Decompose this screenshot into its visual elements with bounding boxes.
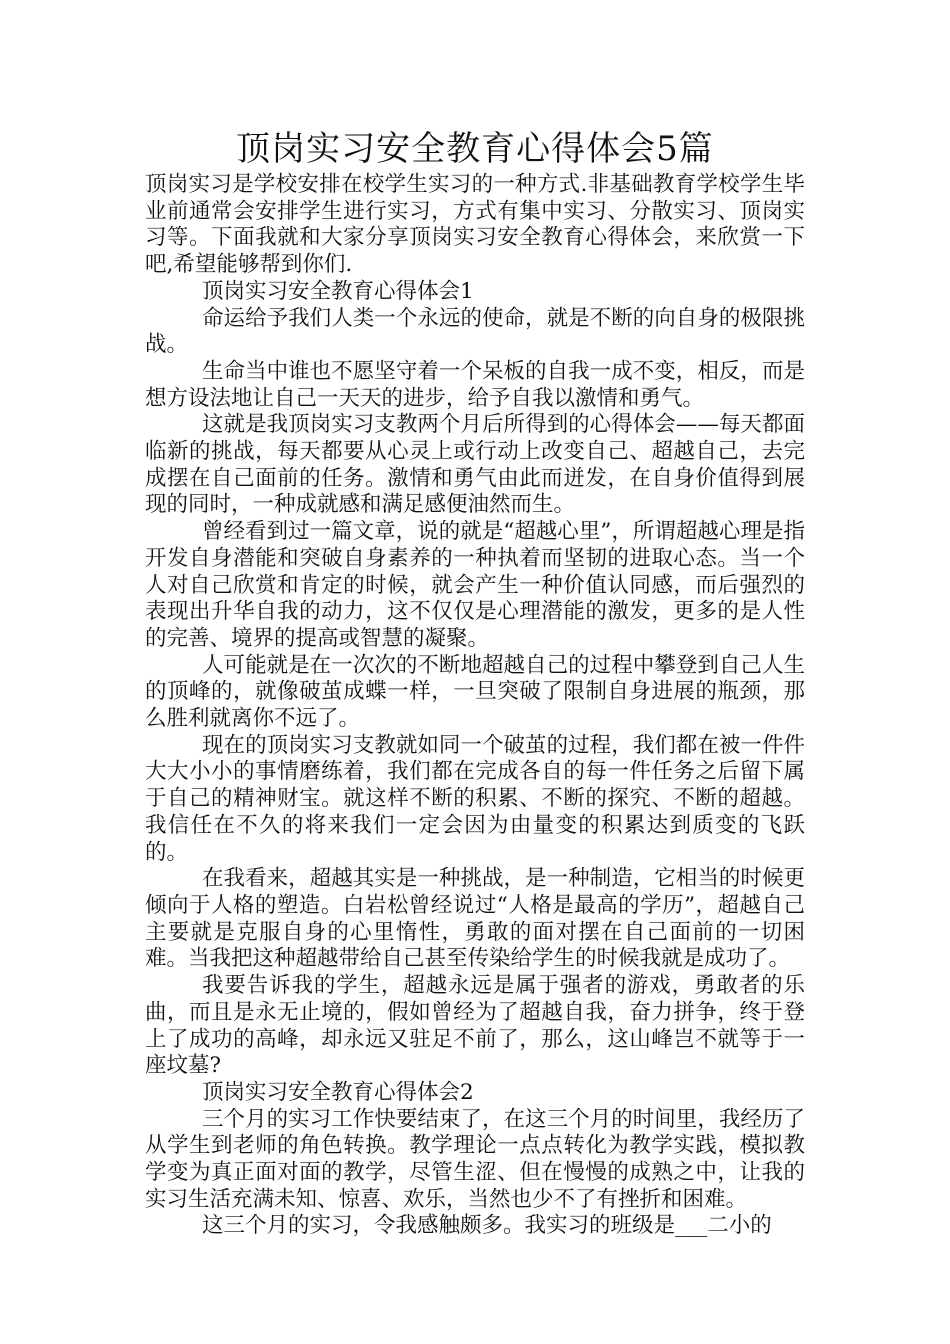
section-heading-2: 顶岗实习安全教育心得体会2 <box>202 1079 474 1105</box>
paragraph: 在我看来，超越其实是一种挑战，是一种制造，它相当的时候更倾向于人格的塑造。白岩松曾经说过“人格是最高的学历”，超越自己主要就是克服自身的心里惰性，勇敢的面对摆在自己面前的一切困难。当我把这种超越带给自己甚至传染给学生的时候我就是成功了。 <box>145 866 805 972</box>
section-heading-1: 顶岗实习安全教育心得体会1 <box>202 278 474 304</box>
paragraph: 我要告诉我的学生，超越永远是属于强者的游戏，勇敢者的乐曲，而且是永无止境的，假如曾经为了超越自我，奋力拼争，终于登上了成功的高峰，却永远又驻足不前了，那么，这山峰岂不就等于一座坟墓? <box>145 973 805 1079</box>
paragraph: 人可能就是在一次次的不断地超越自己的过程中攀登到自己人生的顶峰的，就像破茧成蝶一样，一旦突破了限制自身进展的瓶颈，那么胜利就离你不远了。 <box>145 652 805 732</box>
paragraph: 这就是我顶岗实习支教两个月后所得到的心得体会——每天都面临新的挑战，每天都要从心灵上或行动上改变自己、超越自己，去完成摆在自己面前的任务。激情和勇气由此而迸发，在自身价值得到展现的同时，一种成就感和满足感便油然而生。 <box>145 412 805 518</box>
intro-paragraph: 顶岗实习是学校安排在校学生实习的一种方式.非基础教育学校学生毕业前通常会安排学生进行实习，方式有集中实习、分散实习、顶岗实习等。下面我就和大家分享顶岗实习安全教育心得体会，来欣赏一下吧,希望能够帮到你们. <box>145 172 805 278</box>
paragraph: 命运给予我们人类一个永远的使命，就是不断的向自身的极限挑战。 <box>145 305 805 358</box>
document-body <box>145 172 805 1240</box>
paragraph: 曾经看到过一篇文章，说的就是“超越心里”，所谓超越心理是指开发自身潜能和突破自身素养的一种执着而坚韧的进取心态。当一个人对自己欣赏和肯定的时候，就会产生一种价值认同感，而后强烈的表现出升华自我的动力，这不仅仅是心理潜能的激发，更多的是人性的完善、境界的提高或智慧的凝聚。 <box>145 519 805 651</box>
document-title: 顶岗实习安全教育心得体会5篇 <box>236 129 714 169</box>
paragraph: 现在的顶岗实习支教就如同一个破茧的过程，我们都在被一件件大大小小的事情磨练着，我们都在完成各自的每一件任务之后留下属于自己的精神财宝。就这样不断的积累、不断的探究、不断的超越。我信任在不久的将来我们一定会因为由量变的积累达到质变的飞跃的。 <box>145 732 805 865</box>
paragraph: 这三个月的实习，令我感触颇多。我实习的班级是___二小的 <box>202 1213 772 1239</box>
paragraph: 三个月的实习工作快要结束了，在这三个月的时间里，我经历了从学生到老师的角色转换。教学理论一点点转化为教学实践，模拟教学变为真正面对面的教学，尽管生涩、但在慢慢的成熟之中，让我的实习生活充满未知、惊喜、欢乐，当然也少不了有挫折和困难。 <box>145 1106 805 1212</box>
paragraph: 生命当中谁也不愿坚守着一个呆板的自我一成不变，相反，而是想方设法地让自己一天天的进步，给予自我以激情和勇气。 <box>145 358 805 411</box>
